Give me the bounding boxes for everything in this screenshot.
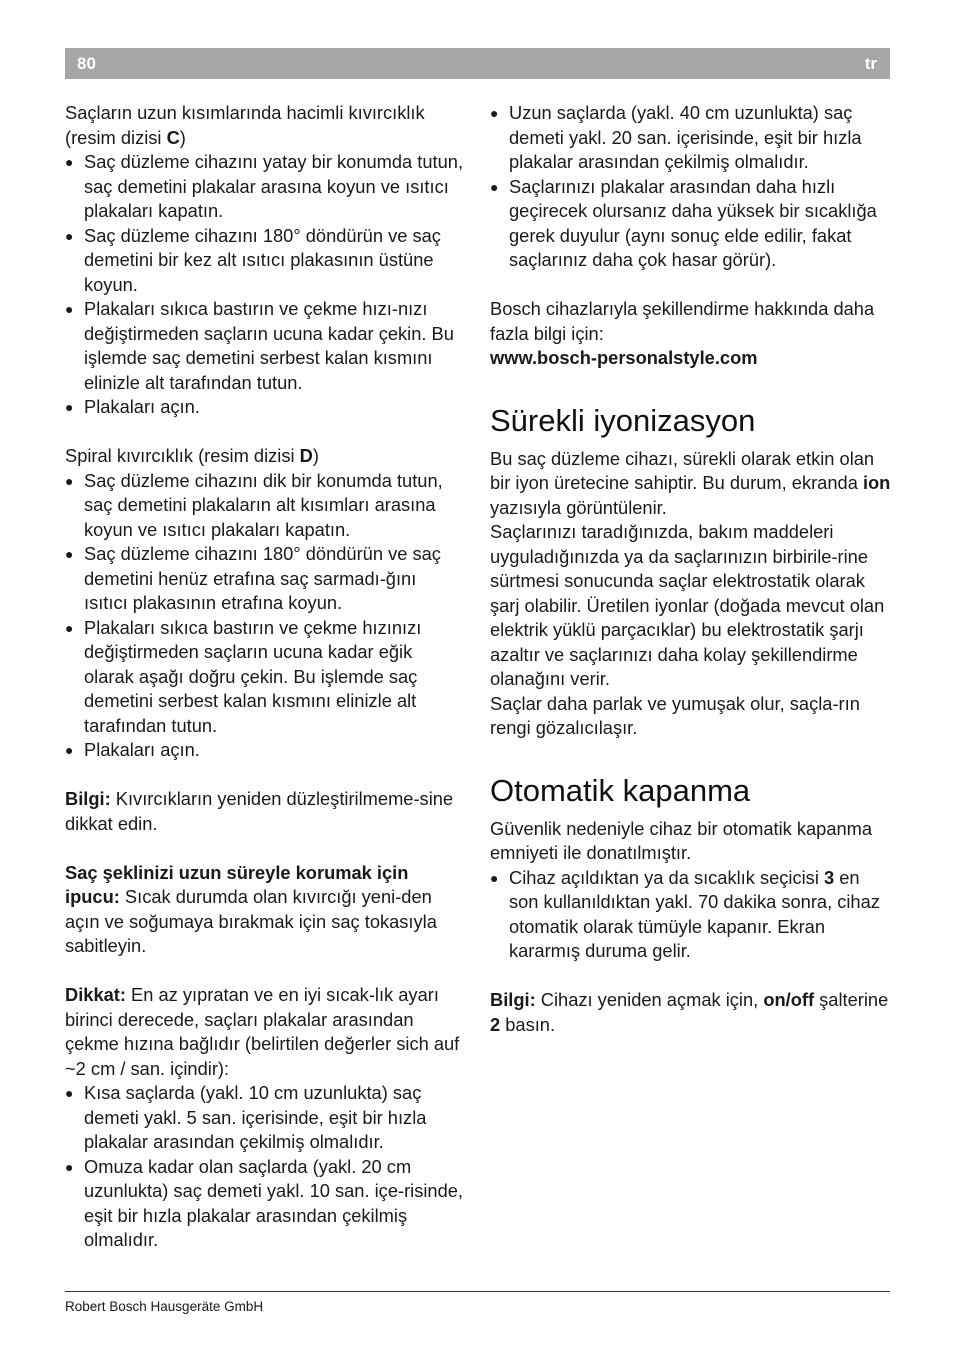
ionization-paragraph: Saçlarınızı taradığınızda, bakım maddeleri uyguladığınızda ya da saçlarınızın birbirile-rine sürtmesi sonucunda saçlar elektrostatik olarak şarj olabilir. Üretilen iyonlar (doğada mevcut olan elektrik yüklü parçacıklar) bu elektrostatik şarjı azaltır ve saçlarınızı daha kolay şekillendirme olanağını verir.: [490, 521, 885, 689]
list-item: ● Saçlarınızı plakalar arasından daha hızlı geçirecek olursanız daha yüksek bir sıcaklığa gerek duyulur (aynı sonuç elde edilir, fakat saçlarınız daha çok hasar görür).: [490, 175, 892, 273]
language-code: tr: [864, 54, 877, 73]
page-number: 80: [77, 54, 96, 73]
list-item: ● Saç düzleme cihazını 180° döndürün ve saç demetini henüz etrafına saç sarmadı-ğını ısıtıcı plakasının etrafına koyun.: [65, 542, 465, 616]
page-header-bar: [65, 48, 890, 79]
list-item: ● Kısa saçlarda (yakl. 10 cm uzunlukta) saç demeti yakl. 5 san. içerisinde, eşit bir hızla plakalar arasından çekilmiş olmalıdır.: [65, 1081, 465, 1155]
auto-off-paragraph: Güvenlik nedeniyle cihaz bir otomatik kapanma emniyeti ile donatılmıştır.: [490, 817, 873, 863]
list-item: ● Saç düzleme cihazını yatay bir konumda tutun, saç demetini plakalar arasına koyun ve ısıtıcı plakaları kapatın.: [65, 150, 465, 224]
list-item: ● Plakaları sıkıca bastırın ve çekme hızı-nızı değiştirmeden saçların ucuna kadar çekin. Bu işlemde saç demetini serbest kalan kısmını elinizle alt tarafından tutun.: [65, 297, 465, 395]
list-item: ● Omuza kadar olan saçlarda (yakl. 20 cm uzunlukta) saç demeti yakl. 10 san. içe-risinde, eşit bir hızla plakalar arasından çekilmiş olmalıdır.: [65, 1155, 465, 1253]
auto-off-heading: Otomatik kapanma: [490, 772, 751, 808]
caution-note: Dikkat: En az yıpratan ve en iyi sıcak-lık ayarı birinci derecede, saçları plakalar arasından çekme hızına bağlıdır (belirtilen değerler sich auf ~2 cm / san. içindir):: [65, 984, 460, 1079]
ionization-heading: Sürekli iyonizasyon: [490, 402, 756, 438]
bosch-website-link[interactable]: www.bosch-personalstyle.com: [490, 347, 758, 368]
spiral-curl-intro: Spiral kıvırcıklık (resim dizisi D): [65, 445, 319, 466]
footer-company: Robert Bosch Hausgeräte GmbH: [65, 1299, 264, 1314]
ionization-paragraph: Bu saç düzleme cihazı, sürekli olarak etkin olan bir iyon üretecine sahiptir. Bu durum, ekranda ion yazısıyla görüntülenir.: [490, 447, 891, 518]
list-item: ● Uzun saçlarda (yakl. 40 cm uzunlukta) saç demeti yakl. 20 san. içerisinde, eşit bir hızla plakalar arasından çekilmiş olmalıdır.: [490, 101, 892, 175]
footer-divider: [65, 1291, 890, 1292]
left-column: [65, 101, 465, 1253]
list-item: ● Plakaları açın.: [65, 395, 465, 420]
right-column: [490, 101, 892, 1037]
list-item: ● Saç düzleme cihazını 180° döndürün ve saç demetini bir kez alt ısıtıcı plakasının üstüne koyun.: [65, 224, 465, 298]
tip-note: Saç şeklinizi uzun süreyle korumak için ipucu: Sıcak durumda olan kıvırcığı yeni-den açın ve soğumaya bırakmak için saç tokasıyla sabitleyin.: [65, 861, 437, 956]
ionization-paragraph: Saçlar daha parlak ve yumuşak olur, saçla-rın rengi gözalıcılaşır.: [490, 692, 860, 738]
list-item: ● Plakaları sıkıca bastırın ve çekme hızınızı değiştirmeden saçların ucuna kadar eğik olarak aşağı doğru çekin. Bu işlemde saç demetini serbest kalan kısmını elinizle alt tarafından tutun.: [65, 616, 465, 739]
info-note: Bilgi: Kıvırcıkların yeniden düzleştirilmeme-sine dikkat edin.: [65, 788, 454, 834]
bosch-info: Bosch cihazlarıyla şekillendirme hakkında daha fazla bilgi için:: [490, 298, 875, 344]
list-item: ● Plakaları açın.: [65, 738, 465, 763]
info-note: Bilgi: Cihazı yeniden açmak için, on/off şalterine 2 basın.: [490, 989, 889, 1035]
list-item: ● Saç düzleme cihazını dik bir konumda tutun, saç demetini plakaların alt kısımları arasına koyun ve ısıtıcı plakaları kapatın.: [65, 469, 465, 543]
curl-volume-intro: Saçların uzun kısımlarında hacimli kıvırcıklık (resim dizisi C): [65, 102, 425, 148]
list-item: ● Cihaz açıldıktan ya da sıcaklık seçicisi 3 en son kullanıldıktan yakl. 70 dakika sonra, cihaz otomatik olarak tümüyle kapanır. Ekran kararmış duruma gelir.: [490, 866, 892, 964]
